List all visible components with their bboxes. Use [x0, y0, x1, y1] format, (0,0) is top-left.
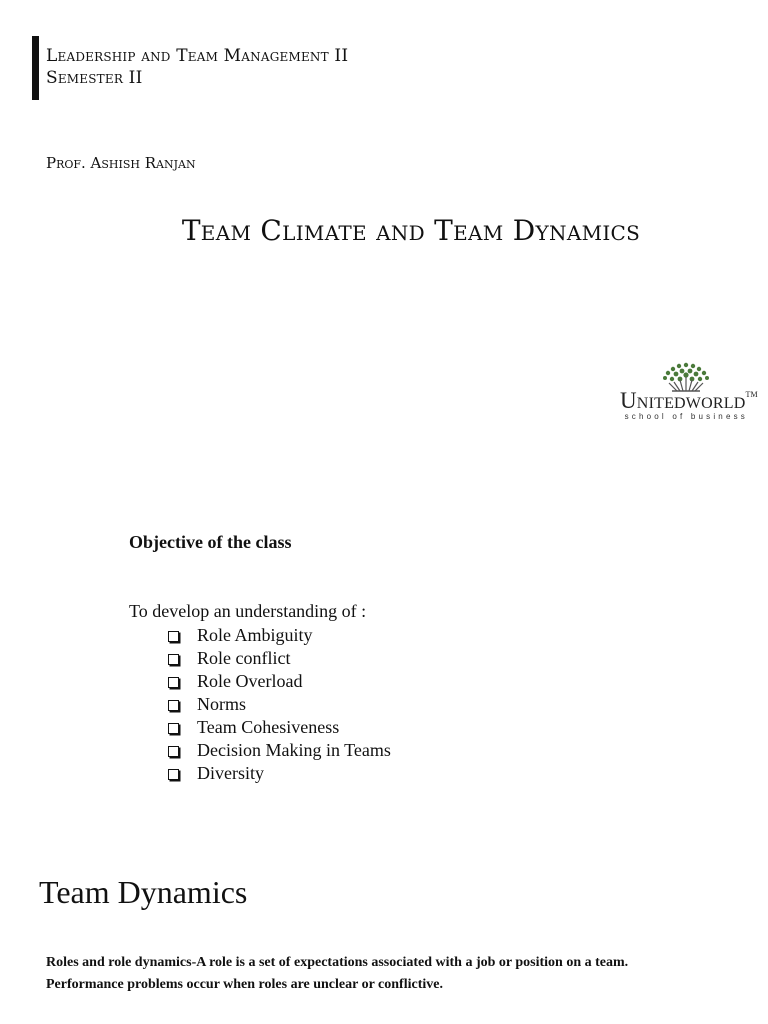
checkbox-bullet-icon	[168, 746, 179, 757]
list-item	[168, 670, 391, 693]
checkbox-bullet-icon	[168, 654, 179, 665]
list-item	[168, 647, 391, 670]
topic-label: Norms	[197, 694, 246, 714]
checkbox-bullet-icon	[168, 631, 179, 642]
section-heading: Team Dynamics	[39, 874, 248, 910]
list-item	[168, 716, 391, 739]
semester-label: Semester II	[46, 68, 143, 88]
topic-label: Diversity	[197, 763, 264, 783]
header-accent-bar	[32, 36, 39, 100]
checkbox-bullet-icon	[168, 677, 179, 688]
topic-list	[168, 624, 391, 785]
topic-label: Role Overload	[197, 671, 303, 691]
professor-name: Prof. Ashish Ranjan	[46, 154, 196, 172]
list-item	[168, 693, 391, 716]
paragraph-line: Performance problems occur when roles are unclear or conflictive.	[46, 977, 443, 992]
objective-heading: Objective of the class	[129, 532, 292, 552]
topic-label: Team Cohesiveness	[197, 717, 340, 737]
course-header	[32, 36, 632, 100]
list-item	[168, 739, 391, 762]
logo-wordmark	[620, 388, 758, 414]
checkbox-bullet-icon	[168, 723, 179, 734]
unitedworld-logo	[618, 360, 758, 424]
section-paragraph	[46, 952, 746, 996]
logo-name-text: Unitedworld	[620, 388, 746, 413]
logo-subtitle: school of business	[624, 412, 748, 421]
list-item	[168, 624, 391, 647]
topic-label: Decision Making in Teams	[197, 740, 391, 760]
checkbox-bullet-icon	[168, 700, 179, 711]
checkbox-bullet-icon	[168, 769, 179, 780]
paragraph-line: Roles and role dynamics-A role is a set of expectations associated with a job or position on a team.	[46, 955, 629, 970]
topic-label: Role Ambiguity	[197, 625, 313, 645]
document-title: Team Climate and Team Dynamics	[181, 214, 641, 247]
topic-label: Role conflict	[197, 648, 291, 668]
list-item	[168, 762, 391, 785]
course-title: Leadership and Team Management II	[46, 46, 349, 66]
logo-trademark: TM	[745, 390, 758, 399]
objective-intro: To develop an understanding of :	[129, 601, 367, 621]
